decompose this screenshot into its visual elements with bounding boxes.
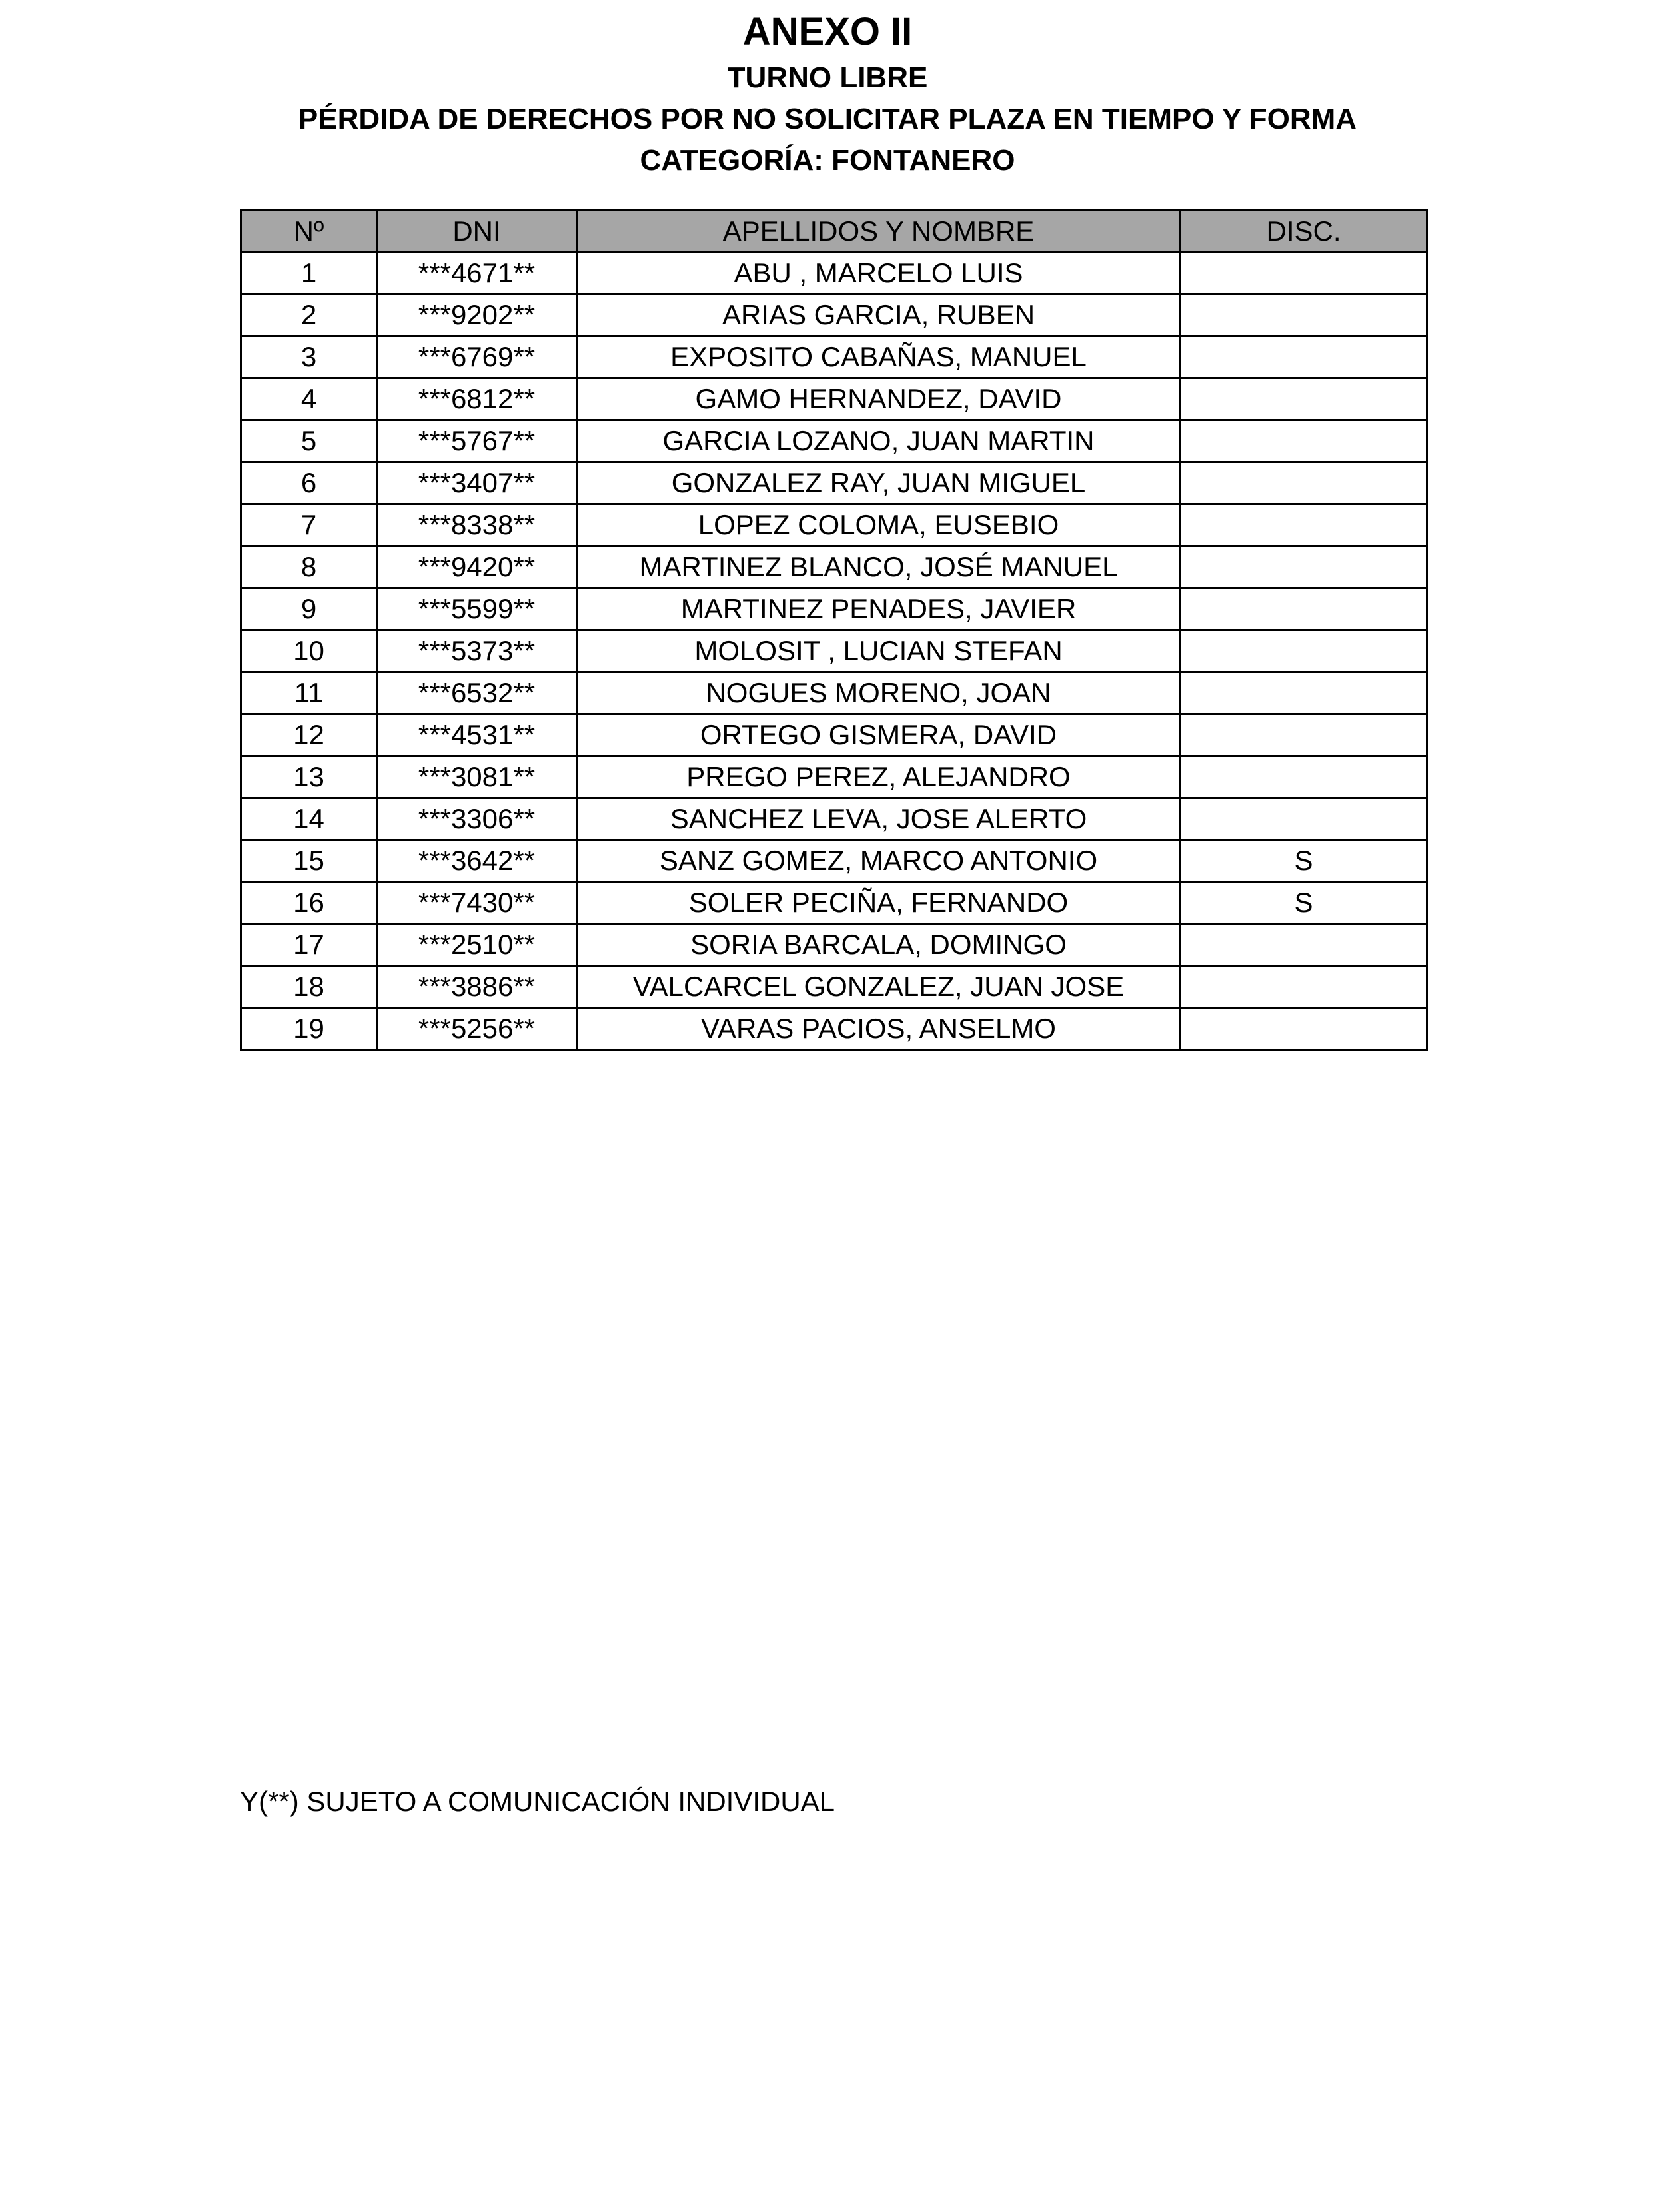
table-row [241,882,1427,924]
cell-disc [1181,966,1427,1008]
cell-number: 10 [241,630,377,672]
table-row [241,924,1427,966]
cell-disc [1181,588,1427,630]
column-header-name: APELLIDOS Y NOMBRE [577,211,1181,253]
table-header-row [241,211,1427,253]
cell-name: ARIAS GARCIA, RUBEN [577,294,1181,336]
table-row [241,840,1427,882]
cell-name: VARAS PACIOS, ANSELMO [577,1008,1181,1050]
cell-number: 4 [241,378,377,420]
cell-name: ORTEGO GISMERA, DAVID [577,714,1181,756]
cell-number: 19 [241,1008,377,1050]
cell-name: VALCARCEL GONZALEZ, JUAN JOSE [577,966,1181,1008]
cell-name: SORIA BARCALA, DOMINGO [577,924,1181,966]
table-row [241,756,1427,798]
document-subtitle-categoria: CATEGORÍA: FONTANERO [640,144,1015,177]
cell-disc [1181,714,1427,756]
cell-dni: ***6532** [377,672,577,714]
cell-dni: ***8338** [377,504,577,546]
cell-disc [1181,378,1427,420]
cell-name: MARTINEZ BLANCO, JOSÉ MANUEL [577,546,1181,588]
table-row [241,378,1427,420]
cell-disc [1181,294,1427,336]
cell-name: GARCIA LOZANO, JUAN MARTIN [577,420,1181,462]
cell-disc [1181,546,1427,588]
table-row [241,546,1427,588]
cell-dni: ***3407** [377,462,577,504]
cell-dni: ***5256** [377,1008,577,1050]
cell-number: 3 [241,336,377,378]
column-header-number: Nº [241,211,377,253]
cell-name: ABU , MARCELO LUIS [577,253,1181,294]
table-body [241,253,1427,1050]
cell-disc [1181,672,1427,714]
cell-dni: ***3306** [377,798,577,840]
cell-number: 6 [241,462,377,504]
cell-dni: ***9420** [377,546,577,588]
table-row [241,798,1427,840]
cell-dni: ***4671** [377,253,577,294]
cell-dni: ***3642** [377,840,577,882]
cell-number: 2 [241,294,377,336]
cell-disc: S [1181,840,1427,882]
cell-name: NOGUES MORENO, JOAN [577,672,1181,714]
cell-disc [1181,630,1427,672]
table-row [241,504,1427,546]
cell-name: SANCHEZ LEVA, JOSE ALERTO [577,798,1181,840]
cell-number: 1 [241,253,377,294]
cell-dni: ***2510** [377,924,577,966]
table-row [241,1008,1427,1050]
footnote: Y(**) SUJETO A COMUNICACIÓN INDIVIDUAL [240,1786,835,1817]
cell-number: 5 [241,420,377,462]
column-header-disc: DISC. [1181,211,1427,253]
cell-name: GONZALEZ RAY, JUAN MIGUEL [577,462,1181,504]
table-row [241,253,1427,294]
cell-number: 15 [241,840,377,882]
cell-dni: ***3886** [377,966,577,1008]
table-row [241,336,1427,378]
cell-disc [1181,504,1427,546]
column-header-dni: DNI [377,211,577,253]
cell-disc [1181,462,1427,504]
table-row [241,294,1427,336]
cell-number: 7 [241,504,377,546]
cell-disc [1181,1008,1427,1050]
table-row [241,462,1427,504]
cell-number: 13 [241,756,377,798]
cell-name: SOLER PECIÑA, FERNANDO [577,882,1181,924]
cell-dni: ***5373** [377,630,577,672]
cell-name: MARTINEZ PENADES, JAVIER [577,588,1181,630]
cell-disc [1181,420,1427,462]
cell-number: 8 [241,546,377,588]
cell-disc [1181,336,1427,378]
cell-number: 18 [241,966,377,1008]
document-subtitle-perdida: PÉRDIDA DE DERECHOS POR NO SOLICITAR PLAZA EN TIEMPO Y FORMA [298,103,1357,135]
table-row [241,966,1427,1008]
cell-dni: ***3081** [377,756,577,798]
cell-disc: S [1181,882,1427,924]
table-row [241,672,1427,714]
cell-number: 9 [241,588,377,630]
cell-dni: ***4531** [377,714,577,756]
cell-number: 17 [241,924,377,966]
cell-name: EXPOSITO CABAÑAS, MANUEL [577,336,1181,378]
candidates-table [240,209,1428,1051]
document-title: ANEXO II [742,10,913,53]
cell-dni: ***5767** [377,420,577,462]
cell-dni: ***6812** [377,378,577,420]
cell-dni: ***5599** [377,588,577,630]
cell-name: PREGO PEREZ, ALEJANDRO [577,756,1181,798]
cell-number: 12 [241,714,377,756]
cell-dni: ***9202** [377,294,577,336]
table-row [241,630,1427,672]
cell-disc [1181,253,1427,294]
table-row [241,420,1427,462]
cell-number: 14 [241,798,377,840]
cell-number: 16 [241,882,377,924]
cell-name: LOPEZ COLOMA, EUSEBIO [577,504,1181,546]
cell-name: MOLOSIT , LUCIAN STEFAN [577,630,1181,672]
table-row [241,588,1427,630]
cell-dni: ***7430** [377,882,577,924]
cell-disc [1181,756,1427,798]
cell-name: SANZ GOMEZ, MARCO ANTONIO [577,840,1181,882]
table-row [241,714,1427,756]
cell-dni: ***6769** [377,336,577,378]
cell-number: 11 [241,672,377,714]
cell-disc [1181,924,1427,966]
cell-name: GAMO HERNANDEZ, DAVID [577,378,1181,420]
document-subtitle-turno: TURNO LIBRE [727,61,928,94]
cell-disc [1181,798,1427,840]
